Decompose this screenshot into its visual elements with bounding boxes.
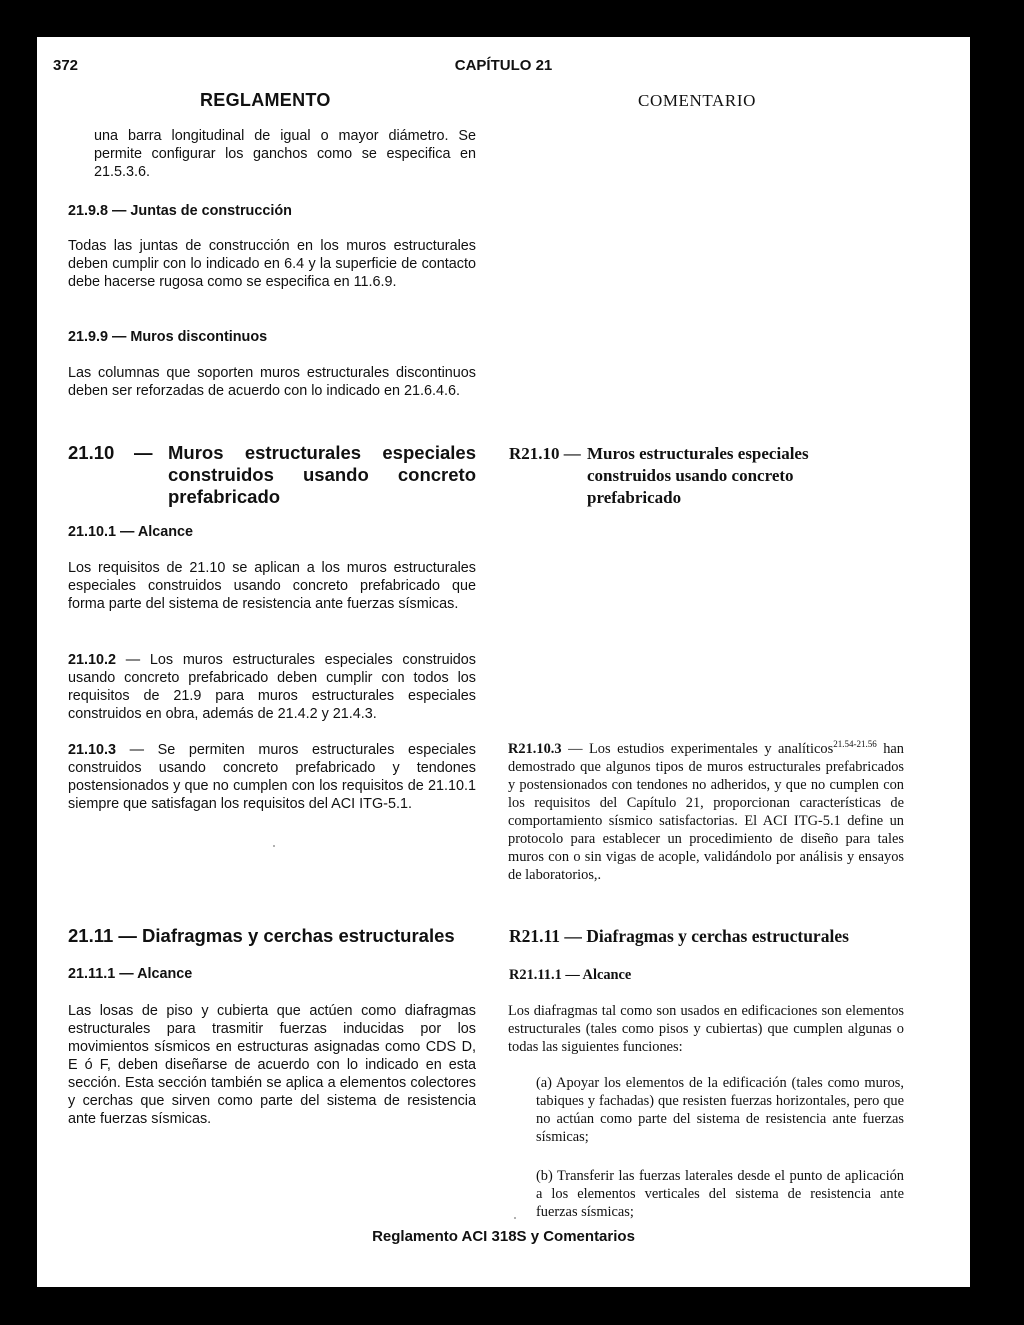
r21-10-3-number: R21.10.3 xyxy=(508,741,562,757)
section-21-10-number: 21.10 xyxy=(68,442,115,463)
r21-11-1-item-b: (b) Transferir las fuerzas laterales desde el punto de aplicación a los elementos verticales del sistema de resistencia ante fuerzas sísmicas; xyxy=(536,1168,904,1220)
section-21-10-2-number: 21.10.2 xyxy=(68,652,117,668)
r21-10-3-text-a: — Los estudios experimentales y analíticos xyxy=(561,741,834,757)
reglamento-column-title: REGLAMENTO xyxy=(200,90,331,110)
section-21-10-dash: — xyxy=(134,442,153,463)
r21-10-title: Muros estructurales especiales construidos usando concreto prefabricado xyxy=(587,444,809,507)
page-footer: Reglamento ACI 318S y Comentarios xyxy=(372,1228,635,1245)
r21-10-3-reference: 21.54-21.56 xyxy=(833,739,877,750)
r21-11-1-text: Los diafragmas tal como son usados en edificaciones son elementos estructurales (tales como pisos y cubiertas) que cumplen algunas o todas las siguientes funciones: xyxy=(508,1003,904,1055)
scan-speck xyxy=(514,1217,516,1219)
intro-paragraph: una barra longitudinal de igual o mayor diámetro. Se permite configurar los ganchos como se especifica en 21.5.3.6. xyxy=(94,128,476,180)
section-21-9-8-heading: 21.9.8 — Juntas de construcción xyxy=(68,203,292,219)
r21-10-3-text-b: han demostrado que algunos tipos de muros estructurales prefabricados y postensionados con tendones no adheridos, y que no cumplen con los requisitos del Capítulo 21, proporcionan características de comportamiento sísmico satisfactorias. El ACI ITG-5.1 define un protocolo para establecer un procedimiento de diseño para tales muros con o sin vigas de acople, validándolo por análisis y ensayos de laboratorios,. xyxy=(508,741,904,883)
section-21-10-1-heading: 21.10.1 — Alcance xyxy=(68,524,194,540)
section-21-10-3-number: 21.10.3 xyxy=(68,742,117,758)
comentario-column-title: COMENTARIO xyxy=(638,91,756,110)
section-21-10-1-text: Los requisitos de 21.10 se aplican a los muros estructurales especiales construidos usando concreto prefabricado que forma parte del sistema de resistencia ante fuerzas sísmicas. xyxy=(68,560,476,612)
r21-11-1-heading: R21.11.1 — Alcance xyxy=(509,967,632,983)
section-21-9-9-heading: 21.9.9 — Muros discontinuos xyxy=(68,329,268,345)
r21-11-1-item-a: (a) Apoyar los elementos de la edificación (tales como muros, tabiques y fachadas) que resisten fuerzas horizontales, pero que no actúan como parte del sistema de resistencia ante fuerzas sísmicas; xyxy=(536,1075,904,1145)
section-21-9-9-text: Las columnas que soporten muros estructurales discontinuos deben ser reforzadas de acuerdo con lo indicado en 21.6.4.6. xyxy=(68,365,476,399)
section-21-9-8-text: Todas las juntas de construcción en los muros estructurales deben cumplir con lo indicado en 6.4 y la superficie de contacto debe hacerse rugosa como se especifica en 11.6.9. xyxy=(68,238,476,290)
section-21-10-2-paragraph xyxy=(68,651,476,723)
section-21-11-1-heading: 21.11.1 — Alcance xyxy=(68,966,193,982)
page-number: 372 xyxy=(53,57,79,74)
r21-10-number: R21.10 — xyxy=(509,444,581,463)
section-21-11-title: 21.11 — Diafragmas y cerchas estructurales xyxy=(68,925,455,946)
scan-speck xyxy=(273,845,275,847)
section-21-10-3-paragraph xyxy=(68,741,476,813)
section-21-11-1-text: Las losas de piso y cubierta que actúen como diafragmas estructurales para trasmitir fuerzas inducidas por los movimientos sísmicos en estructuras asignadas como CDS D, E ó F, deben diseñarse de acuerdo con lo indicado en esta sección. Esta sección también se aplica a elementos colectores y cerchas que sirven como parte del sistema de resistencia ante fuerzas sísmicas. xyxy=(68,1003,476,1127)
section-21-10-2-text: — Los muros estructurales especiales construidos usando concreto prefabricado deben cumplir con todos los requisitos de 21.9 para muros estructurales especiales construidos en obra, además de 21.4.2 y 21.4.3. xyxy=(68,652,476,722)
chapter-header: CAPÍTULO 21 xyxy=(454,57,553,74)
document-page xyxy=(37,37,970,1287)
section-21-10-title: Muros estructurales especiales construidos usando concreto prefabricado xyxy=(168,442,476,507)
r21-11-title: R21.11 — Diafragmas y cerchas estructurales xyxy=(509,926,849,946)
r21-10-3-paragraph xyxy=(508,740,904,884)
section-21-10-3-text: — Se permiten muros estructurales especiales construidos usando concreto prefabricado y tendones postensionados y que no cumplen con los requisitos de 21.10.1 siempre que satisfagan los requisitos del ACI ITG-5.1. xyxy=(68,742,476,812)
